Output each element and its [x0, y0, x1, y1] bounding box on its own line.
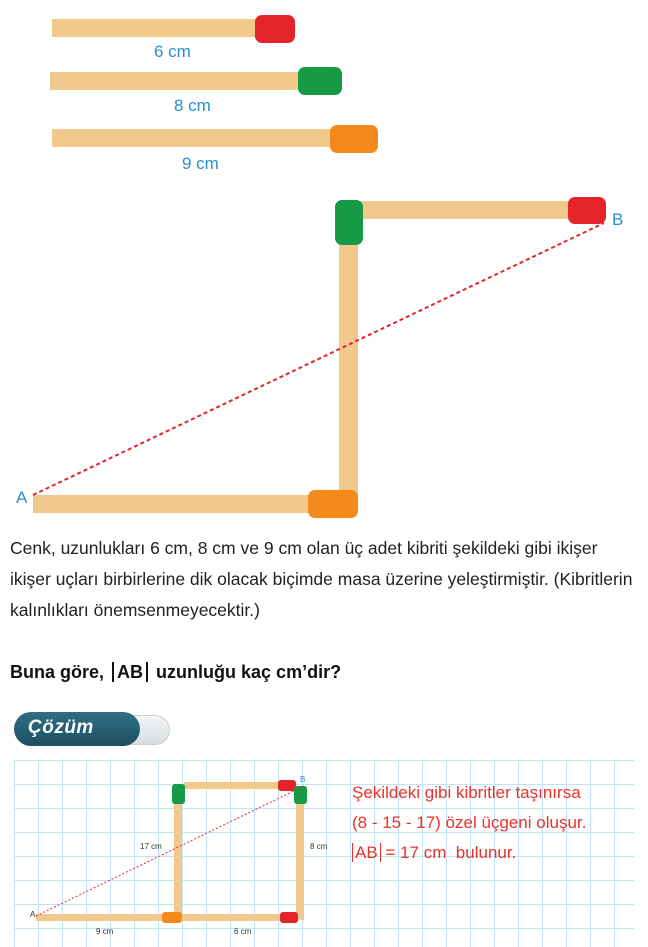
- sol-top-head: [278, 780, 296, 791]
- solution-result: = 17 cm bulunur.: [380, 843, 517, 862]
- sol-bottom-right-stick: [182, 914, 294, 921]
- match-8cm-head: [298, 67, 342, 95]
- problem-paragraph: Cenk, uzunlukları 6 cm, 8 cm ve 9 cm olan üç adet kibriti şekildeki gibi ikişer ikişer uçları birbirlerine dik olacak biçimde masa üzerine yeleştirmiştir. (Kibritlerin kalınlıkları önemsenmeyecektir.): [10, 538, 633, 620]
- solution-ab: AB: [352, 843, 381, 862]
- sol-label-8cm: 8 cm: [310, 842, 328, 851]
- main-figure: [0, 180, 648, 525]
- solution-text: [352, 778, 586, 868]
- vertical-match-stick: [339, 210, 358, 502]
- solution-line-2: (8 - 15 - 17) özel üçgeni oluşur.: [352, 813, 587, 832]
- match-9cm-head: [330, 125, 378, 153]
- bottom-match-stick: [33, 495, 333, 513]
- top-match-head: [568, 197, 606, 224]
- vertical-match-head: [335, 200, 363, 245]
- sol-point-a: A: [30, 910, 36, 919]
- question-ab: AB: [112, 662, 148, 682]
- top-matches-figure: [0, 0, 648, 180]
- sol-label-9cm: 9 cm: [96, 927, 114, 936]
- point-a-label: A: [16, 488, 28, 507]
- sol-point-b: B: [300, 775, 306, 784]
- sol-left-head: [172, 784, 185, 804]
- sol-right-head: [294, 786, 307, 804]
- match-label-9cm: 9 cm: [182, 154, 219, 173]
- sol-bottom-right-head: [280, 912, 298, 923]
- match-6cm-stick: [52, 19, 272, 37]
- solution-badge: [14, 712, 170, 748]
- match-6cm-head: [255, 15, 295, 43]
- badge-text: Çözüm: [28, 717, 94, 738]
- sol-bottom-left-head: [162, 912, 182, 923]
- match-label-6cm: 6 cm: [154, 42, 191, 61]
- solution-diagram: [14, 760, 344, 947]
- sol-label-17cm: 17 cm: [140, 842, 162, 851]
- sol-ab-dashed-line: [36, 786, 304, 916]
- point-b-label: B: [612, 210, 624, 229]
- sol-label-6cm: 6 cm: [234, 927, 252, 936]
- top-match-stick: [360, 201, 585, 219]
- match-8cm-stick: [50, 72, 315, 90]
- ab-dashed-line: [33, 223, 604, 495]
- solution-line-3: [352, 838, 586, 868]
- question-prefix: Buna göre,: [10, 662, 105, 682]
- match-9cm-stick: [52, 129, 347, 147]
- match-label-8cm: 8 cm: [174, 96, 211, 115]
- sol-left-stick: [174, 788, 182, 918]
- sol-bottom-left-stick: [36, 914, 176, 921]
- question-suffix: uzunluğu kaç cm’dir?: [156, 662, 342, 682]
- question: [10, 662, 341, 683]
- bottom-match-head: [308, 490, 358, 518]
- sol-right-stick: [296, 790, 304, 920]
- solution-line-1: Şekildeki gibi kibritler taşınırsa: [352, 783, 581, 802]
